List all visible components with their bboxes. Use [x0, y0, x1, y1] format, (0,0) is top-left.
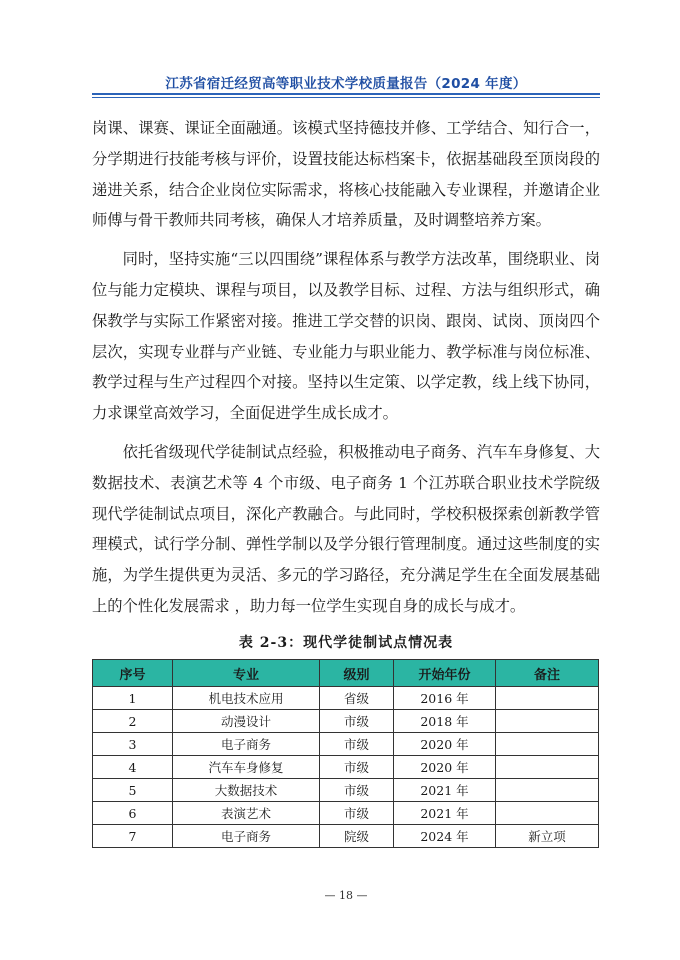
cell-level: 市级	[320, 779, 394, 802]
cell-level: 市级	[320, 802, 394, 825]
header-rule-thick	[92, 93, 600, 95]
cell-index: 5	[93, 779, 173, 802]
table-row	[93, 825, 599, 848]
cell-index: 4	[93, 756, 173, 779]
col-header-major: 专业	[173, 660, 320, 687]
table-row	[93, 779, 599, 802]
cell-start-year: 2020 年	[394, 733, 496, 756]
cell-remark	[496, 779, 599, 802]
cell-start-year: 2016 年	[394, 687, 496, 710]
header-rule-thin	[92, 97, 600, 98]
cell-level: 院级	[320, 825, 394, 848]
cell-major: 大数据技术	[173, 779, 320, 802]
cell-index: 2	[93, 710, 173, 733]
paragraph-2: 同时，坚持实施“三以四围绕”课程体系与教学方法改革，围绕职业、岗位与能力定模块、课程与项目，以及教学目标、过程、方法与组织形式，确保教学与实际工作紧密对接。推进工学交替的识岗、跟岗、试岗、顶岗四个层次，实现专业群与产业链、专业能力与职业能力、教学标准与岗位标准、教学过程与生产过程四个对接。坚持以生定策、以学定教，线上线下协同，力求课堂高效学习，全面促进学生成长成才。	[92, 250, 600, 423]
table-row	[93, 710, 599, 733]
table-row	[93, 756, 599, 779]
cell-level: 市级	[320, 710, 394, 733]
cell-start-year: 2020 年	[394, 756, 496, 779]
cell-remark	[496, 756, 599, 779]
cell-start-year: 2024 年	[394, 825, 496, 848]
table-caption: 表 2-3：现代学徒制试点情况表	[238, 635, 454, 651]
table-row	[93, 802, 599, 825]
cell-major: 表演艺术	[173, 802, 320, 825]
cell-start-year: 2021 年	[394, 779, 496, 802]
page-header-title: 江苏省宿迁经贸高等职业技术学校质量报告（2024 年度）	[165, 76, 527, 92]
paragraph-3: 依托省级现代学徒制试点经验，积极推动电子商务、汽车车身修复、大数据技术、表演艺术等 4 个市级、电子商务 1 个江苏联合职业技术学院级现代学徒制试点项目，深化产教融合。与此同时，学校积极探索创新教学管理模式，试行学分制、弹性学制以及学分银行管理制度。通过这些制度的实施，为学生提供更为灵活、多元的学习路径，充分满足学生在全面发展基础上的个性化发展需求 ，助力每一位学生实现自身的成长与成才。	[92, 442, 600, 615]
cell-index: 3	[93, 733, 173, 756]
cell-major: 汽车车身修复	[173, 756, 320, 779]
cell-start-year: 2021 年	[394, 802, 496, 825]
cell-remark	[496, 733, 599, 756]
cell-index: 1	[93, 687, 173, 710]
apprenticeship-table	[92, 659, 599, 848]
cell-remark	[496, 687, 599, 710]
col-header-start-year: 开始年份	[394, 660, 496, 687]
body-text	[92, 113, 600, 630]
col-header-index: 序号	[93, 660, 173, 687]
cell-remark	[496, 710, 599, 733]
cell-index: 6	[93, 802, 173, 825]
table-row	[93, 687, 599, 710]
cell-major: 机电技术应用	[173, 687, 320, 710]
cell-level: 市级	[320, 733, 394, 756]
cell-remark: 新立项	[496, 825, 599, 848]
cell-remark	[496, 802, 599, 825]
cell-index: 7	[93, 825, 173, 848]
cell-start-year: 2018 年	[394, 710, 496, 733]
page-number: — 18 —	[324, 889, 368, 902]
col-header-remark: 备注	[496, 660, 599, 687]
paragraph-1: 岗课、课赛、课证全面融通。该模式坚持德技并修、工学结合、知行合一，分学期进行技能考核与评价，设置技能达标档案卡，依据基础段至顶岗段的递进关系，结合企业岗位实际需求，将核心技能融入专业课程，并邀请企业师傅与骨干教师共同考核，确保人才培养质量，及时调整培养方案。	[92, 119, 600, 230]
cell-level: 省级	[320, 687, 394, 710]
cell-major: 电子商务	[173, 825, 320, 848]
cell-major: 动漫设计	[173, 710, 320, 733]
table-row	[93, 733, 599, 756]
col-header-level: 级别	[320, 660, 394, 687]
table-header-row	[93, 660, 599, 687]
cell-level: 市级	[320, 756, 394, 779]
cell-major: 电子商务	[173, 733, 320, 756]
